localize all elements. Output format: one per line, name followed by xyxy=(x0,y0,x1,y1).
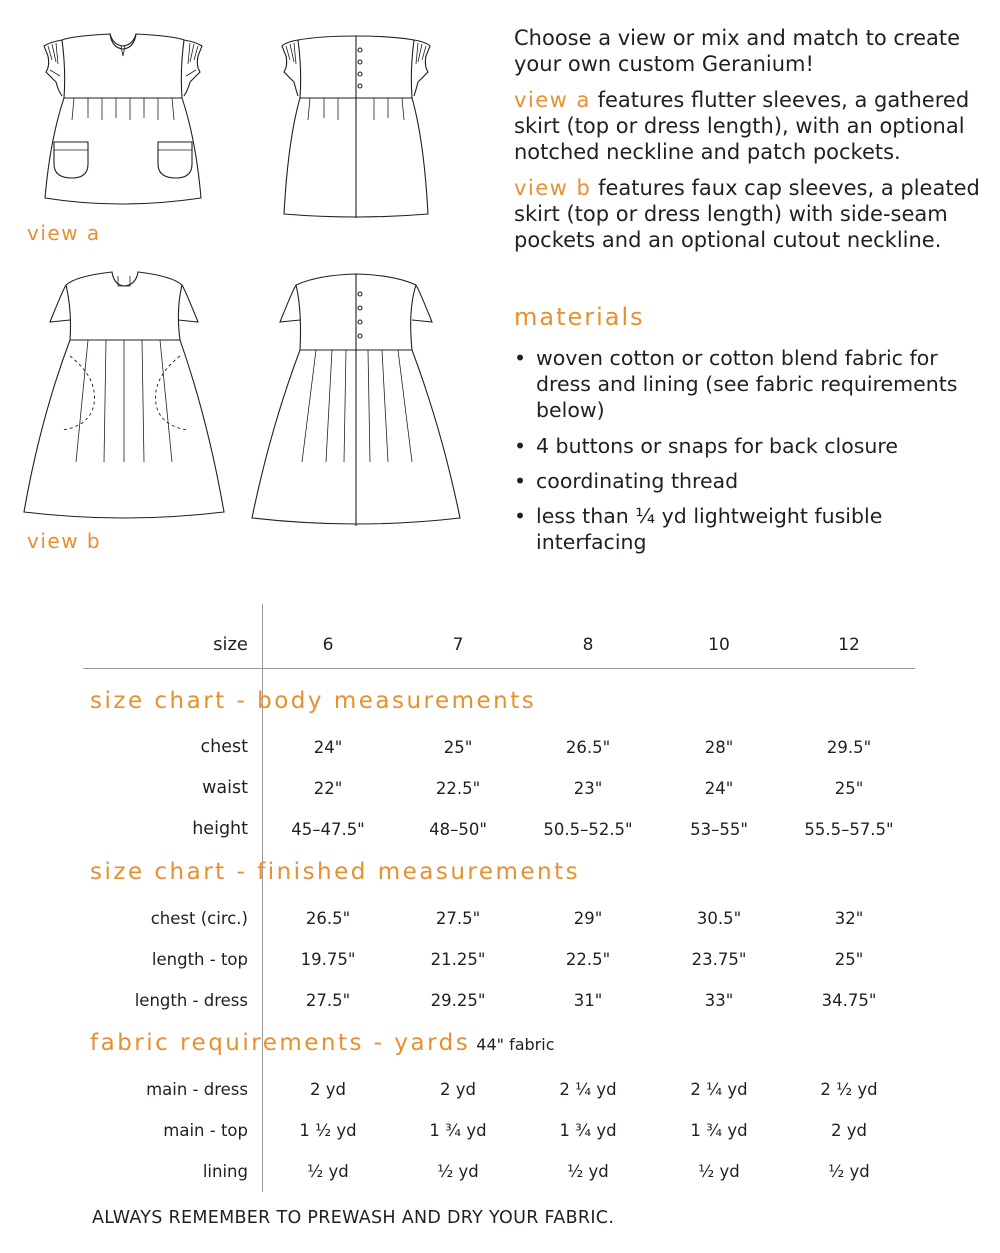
table-cell: 28" xyxy=(704,738,734,757)
row-label: height xyxy=(192,819,248,839)
table-cell: 23.75" xyxy=(691,950,747,969)
table-cell: 22" xyxy=(313,779,343,798)
row-label: chest (circ.) xyxy=(150,909,248,928)
table-cell: 55.5–57.5" xyxy=(804,820,894,839)
view-b-label: view b xyxy=(27,529,102,553)
table-cell: 30.5" xyxy=(696,909,742,928)
table-cell: 33" xyxy=(704,991,734,1010)
table-cell: 26.5" xyxy=(565,738,611,757)
view-a-description xyxy=(514,87,984,165)
bullet-icon: • xyxy=(514,504,527,528)
view-b-front-illustration xyxy=(24,272,224,518)
row-label: chest xyxy=(200,737,248,757)
table-cell: 48–50" xyxy=(429,820,487,839)
table-cell: 23" xyxy=(573,779,603,798)
table-cell: 26.5" xyxy=(305,909,351,928)
bullet-icon: • xyxy=(514,434,527,458)
view-b-text: features faux cap sleeves, a pleated skirt (top or dress length) with side-seam pockets and an optional cutout neckline. xyxy=(514,176,980,252)
bullet-icon: • xyxy=(514,469,527,493)
table-cell: 19.75" xyxy=(300,950,356,969)
dress-illustrations xyxy=(0,0,500,560)
view-b-lead: view b xyxy=(514,176,592,200)
table-cell: 29.25" xyxy=(430,991,486,1010)
table-cell: 25" xyxy=(834,779,864,798)
table-cell: 22.5" xyxy=(435,779,481,798)
row-label: length - dress xyxy=(134,991,248,1010)
materials-heading: materials xyxy=(514,303,645,331)
size-label: size xyxy=(213,634,248,655)
materials-item: • less than ¼ yd lightweight fusible interfacing xyxy=(514,504,883,554)
table-cell: 1 ½ yd xyxy=(299,1121,357,1140)
table-cell: 2 ¼ yd xyxy=(690,1080,748,1099)
view-a-back-illustration xyxy=(282,36,430,218)
table-cell: ½ yd xyxy=(698,1162,740,1181)
view-b-back-illustration xyxy=(252,274,460,526)
table-cell: 22.5" xyxy=(565,950,611,969)
table-cell: 24" xyxy=(313,738,343,757)
size-header: 7 xyxy=(452,635,464,655)
table-cell: 1 ¾ yd xyxy=(690,1121,748,1140)
table-cell: 32" xyxy=(834,909,864,928)
table-cell: 2 yd xyxy=(440,1080,476,1099)
table-cell: ½ yd xyxy=(828,1162,870,1181)
table-cell: 53–55" xyxy=(690,820,748,839)
table-cell: 21.25" xyxy=(430,950,486,969)
table-cell: ½ yd xyxy=(567,1162,609,1181)
table-cell: 2 yd xyxy=(831,1121,867,1140)
materials-item: • 4 buttons or snaps for back closure xyxy=(514,434,899,458)
view-a-front-illustration xyxy=(44,34,202,204)
row-label: main - top xyxy=(163,1121,248,1140)
size-header: 10 xyxy=(708,635,730,655)
finished-measurements-heading: size chart - finished measurements xyxy=(90,859,581,885)
table-cell: 31" xyxy=(573,991,603,1010)
row-label: length - top xyxy=(151,950,248,969)
table-header-divider xyxy=(83,668,915,669)
table-cell: 27.5" xyxy=(435,909,481,928)
row-label: main - dress xyxy=(146,1080,248,1099)
table-cell: 29" xyxy=(573,909,603,928)
table-cell: 25" xyxy=(834,950,864,969)
view-a-lead: view a xyxy=(514,88,591,112)
table-cell: 24" xyxy=(704,779,734,798)
intro-text: Choose a view or mix and match to create your own custom Geranium! xyxy=(514,26,961,76)
materials-item: • coordinating thread xyxy=(514,469,739,493)
size-header: 12 xyxy=(838,635,860,655)
table-cell: ½ yd xyxy=(437,1162,479,1181)
table-cell: 50.5–52.5" xyxy=(543,820,633,839)
table-cell: 34.75" xyxy=(821,991,877,1010)
materials-list xyxy=(514,345,974,555)
view-a-label: view a xyxy=(27,221,101,245)
view-a-text: features flutter sleeves, a gathered skirt (top or dress length), with an optional notched neckline and patch pockets. xyxy=(514,88,970,164)
table-cell: 45–47.5" xyxy=(291,820,365,839)
bullet-icon: • xyxy=(514,346,527,370)
view-b-description xyxy=(514,175,984,253)
table-cell: 1 ¾ yd xyxy=(429,1121,487,1140)
fabric-requirements-heading: fabric requirements - yards 44" fabric xyxy=(90,1030,555,1056)
table-cell: 2 ½ yd xyxy=(820,1080,878,1099)
row-label: lining xyxy=(202,1162,248,1181)
row-label: waist xyxy=(202,778,248,798)
fabric-width-note: 44" fabric xyxy=(476,1035,555,1054)
table-cell: ½ yd xyxy=(307,1162,349,1181)
prewash-reminder: ALWAYS REMEMBER TO PREWASH AND DRY YOUR FABRIC. xyxy=(92,1208,615,1228)
table-cell: 2 yd xyxy=(310,1080,346,1099)
table-cell: 29.5" xyxy=(826,738,872,757)
size-header: 6 xyxy=(322,635,334,655)
table-cell: 2 ¼ yd xyxy=(559,1080,617,1099)
size-header: 8 xyxy=(582,635,594,655)
table-cell: 27.5" xyxy=(305,991,351,1010)
body-measurements-heading: size chart - body measurements xyxy=(90,688,537,714)
table-cell: 1 ¾ yd xyxy=(559,1121,617,1140)
table-cell: 25" xyxy=(443,738,473,757)
materials-item: • woven cotton or cotton blend fabric for dress and lining (see fabric requirements below) xyxy=(514,346,958,422)
